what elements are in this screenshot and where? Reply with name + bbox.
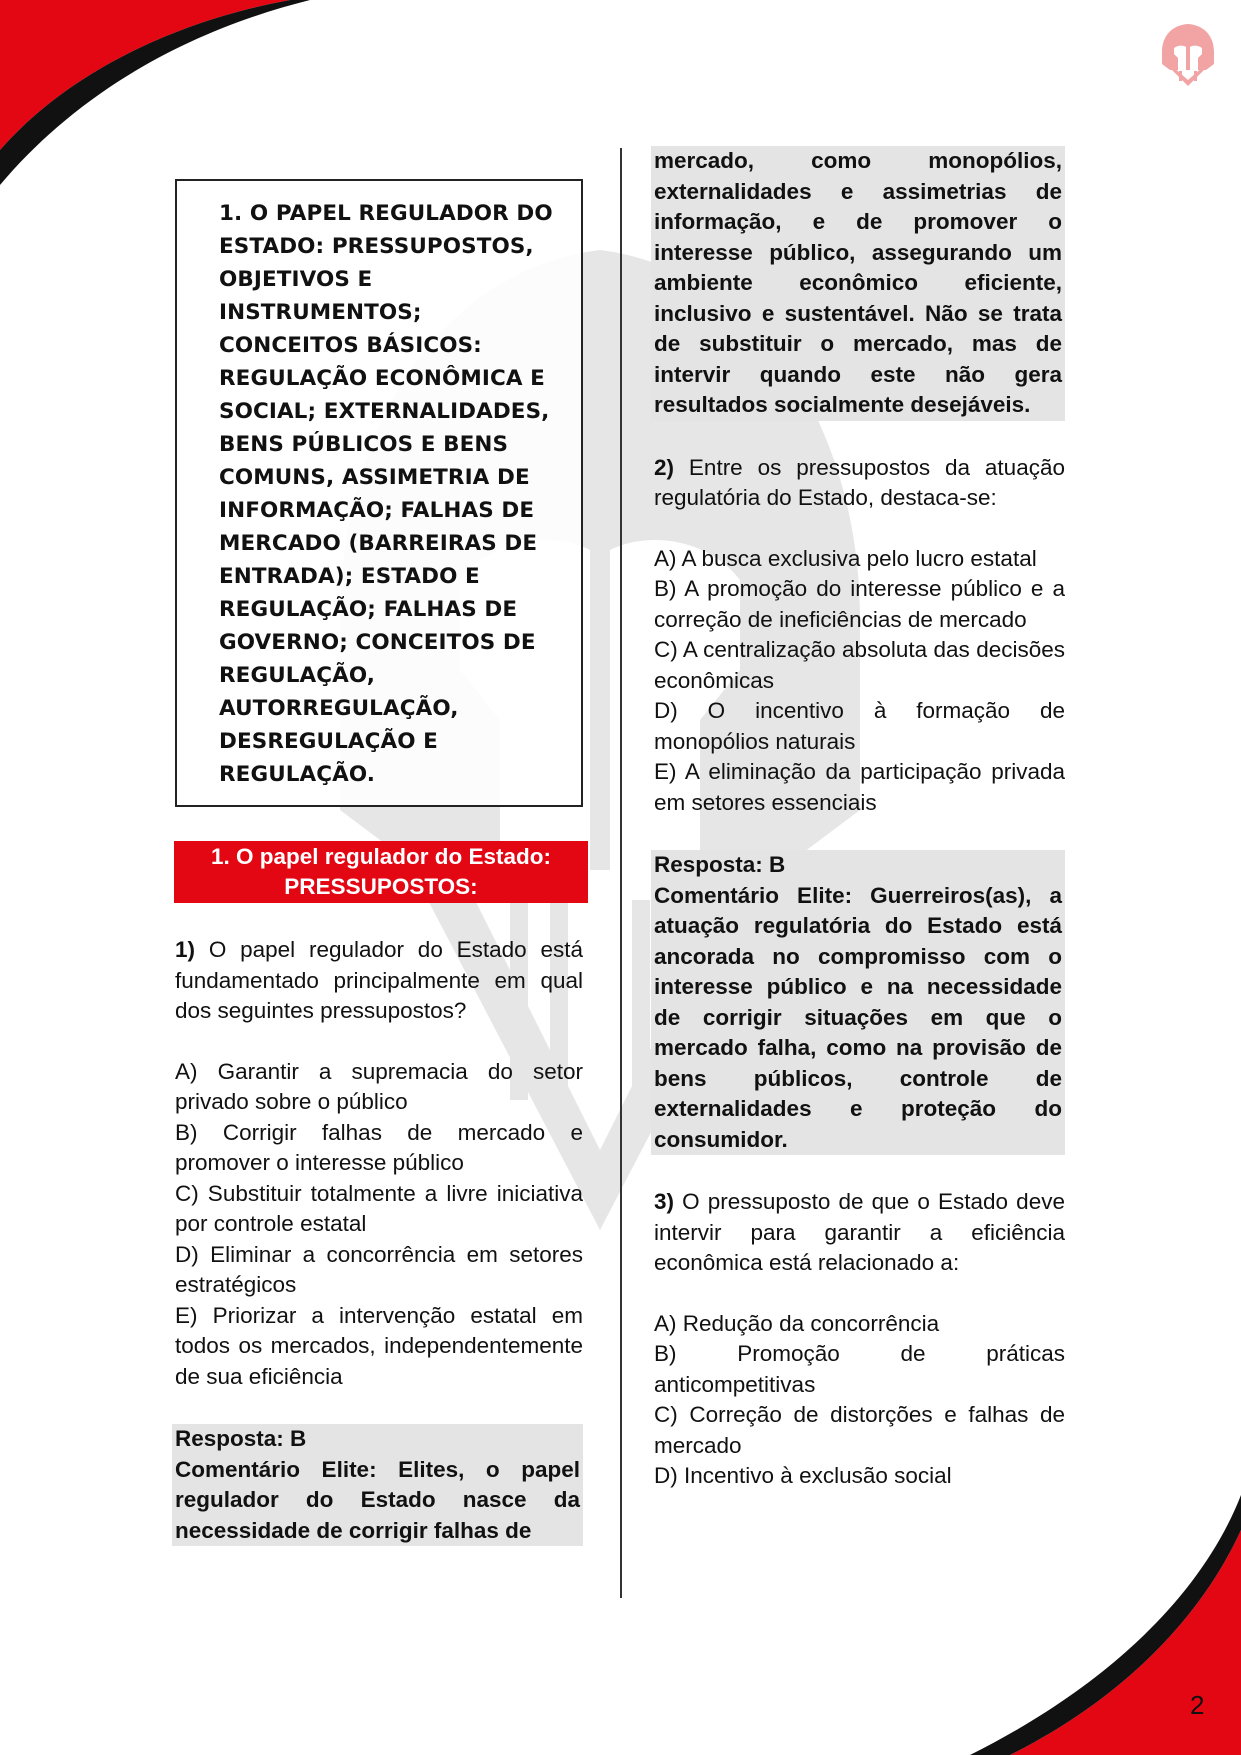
- question-2-answer: Resposta: B: [654, 852, 786, 877]
- section-banner: [174, 841, 588, 903]
- question-2-option-d: D) O incentivo à formação de monopólios naturais: [654, 698, 1065, 754]
- question-1-answer-box: [172, 1424, 583, 1546]
- page-number: 2: [1190, 1690, 1205, 1720]
- question-3-text: O pressuposto de que o Estado deve intervir para garantir a eficiência econômica está relacionado a:: [654, 1189, 1065, 1275]
- question-2-option-e: E) A eliminação da participação privada em setores essenciais: [654, 759, 1065, 815]
- question-1-option-b: B) Corrigir falhas de mercado e promover o interesse público: [175, 1119, 583, 1175]
- topic-box-text: 1. O PAPEL REGULADOR DO ESTADO: PRESSUPOSTOS, OBJETIVOS E INSTRUMENTOS; CONCEITOS BÁSICOS: REGULAÇÃO ECONÔMICA E SOCIAL; EXTERNALIDADES, BENS PÚBLICOS E BENS COMUNS, ASSIMETRIA DE INFORMAÇÃO; FALHAS DE MERCADO (BARREIRAS DE ENTRADA); ESTADO E REGULAÇÃO; FALHAS DE GOVERNO; CONCEITOS DE REGULAÇÃO, AUTORREGULAÇÃO, DESREGULAÇÃO E REGULAÇÃO.: [219, 201, 553, 787]
- question-2-option-c: C) A centralização absoluta das decisões econômicas: [654, 637, 1065, 693]
- question-2-comment: Comentário Elite: Guerreiros(as), a atuação regulatória do Estado está ancorada no compromisso com o interesse público e na necessidade de corrigir situações em que o mercado falha, como na provisão de bens públicos, controle de externalidades e proteção do consumidor.: [654, 882, 1062, 1152]
- question-2-answer-box: [651, 850, 1065, 1155]
- question-3: [654, 1187, 1065, 1492]
- section-title-line1: 1. O papel regulador do Estado:: [210, 844, 552, 869]
- question-1-option-a: A) Garantir a supremacia do setor privado sobre o público: [175, 1058, 583, 1114]
- left-column: [175, 179, 583, 1546]
- question-1-options: [175, 1057, 583, 1393]
- question-2-option-b: B) A promoção do interesse público e a correção de ineficiências de mercado: [654, 576, 1065, 632]
- question-3-option-c: C) Correção de distorções e falhas de mercado: [654, 1402, 1065, 1458]
- question-1-option-e: E) Priorizar a intervenção estatal em todos os mercados, independentemente de sua eficiência: [175, 1302, 583, 1389]
- question-1-text: O papel regulador do Estado está fundamentado principalmente em qual dos seguintes pressupostos?: [175, 937, 583, 1023]
- question-1-option-c: C) Substituir totalmente a livre iniciativa por controle estatal: [175, 1180, 583, 1236]
- column-divider: [620, 148, 622, 1598]
- spartan-helmet-icon: [1160, 24, 1216, 86]
- question-1-answer: Resposta: B: [175, 1426, 307, 1451]
- question-2-text: Entre os pressupostos da atuação regulatória do Estado, destaca-se:: [654, 454, 1065, 510]
- question-2-options: [654, 544, 1065, 819]
- question-1-statement: [175, 935, 583, 1027]
- question-3-statement: [654, 1187, 1065, 1279]
- right-column: [654, 146, 1065, 1492]
- question-3-options: [654, 1309, 1065, 1492]
- question-1-comment: Comentário Elite: Elites, o papel regulador do Estado nasce da necessidade de corrigir falhas de: [175, 1456, 580, 1543]
- question-3-option-a: A) Redução da concorrência: [654, 1310, 940, 1336]
- section-title-line2: PRESSUPOSTOS:: [284, 874, 478, 899]
- question-3-option-b: B) Promoção de práticas anticompetitivas: [654, 1341, 1065, 1397]
- question-2-option-a: A) A busca exclusiva pelo lucro estatal: [654, 545, 1037, 571]
- question-2-number: 2): [654, 454, 675, 480]
- question-3-option-d: D) Incentivo à exclusão social: [654, 1463, 952, 1488]
- question-1-comment-continued: mercado, como monopólios, externalidades e assimetrias de informação, e de promover o interesse público, assegurando um ambiente econômico eficiente, inclusivo e sustentável. Não se trata de substituir o mercado, mas de intervir quando este não gera resultados socialmente desejáveis.: [651, 146, 1065, 421]
- topic-box: [175, 179, 583, 807]
- question-1-option-d: D) Eliminar a concorrência em setores estratégicos: [175, 1241, 583, 1297]
- question-2-statement: [654, 453, 1065, 514]
- question-1-number: 1): [175, 937, 196, 962]
- question-1: [175, 935, 583, 1546]
- question-3-number: 3): [654, 1189, 675, 1214]
- question-2: [654, 453, 1065, 1156]
